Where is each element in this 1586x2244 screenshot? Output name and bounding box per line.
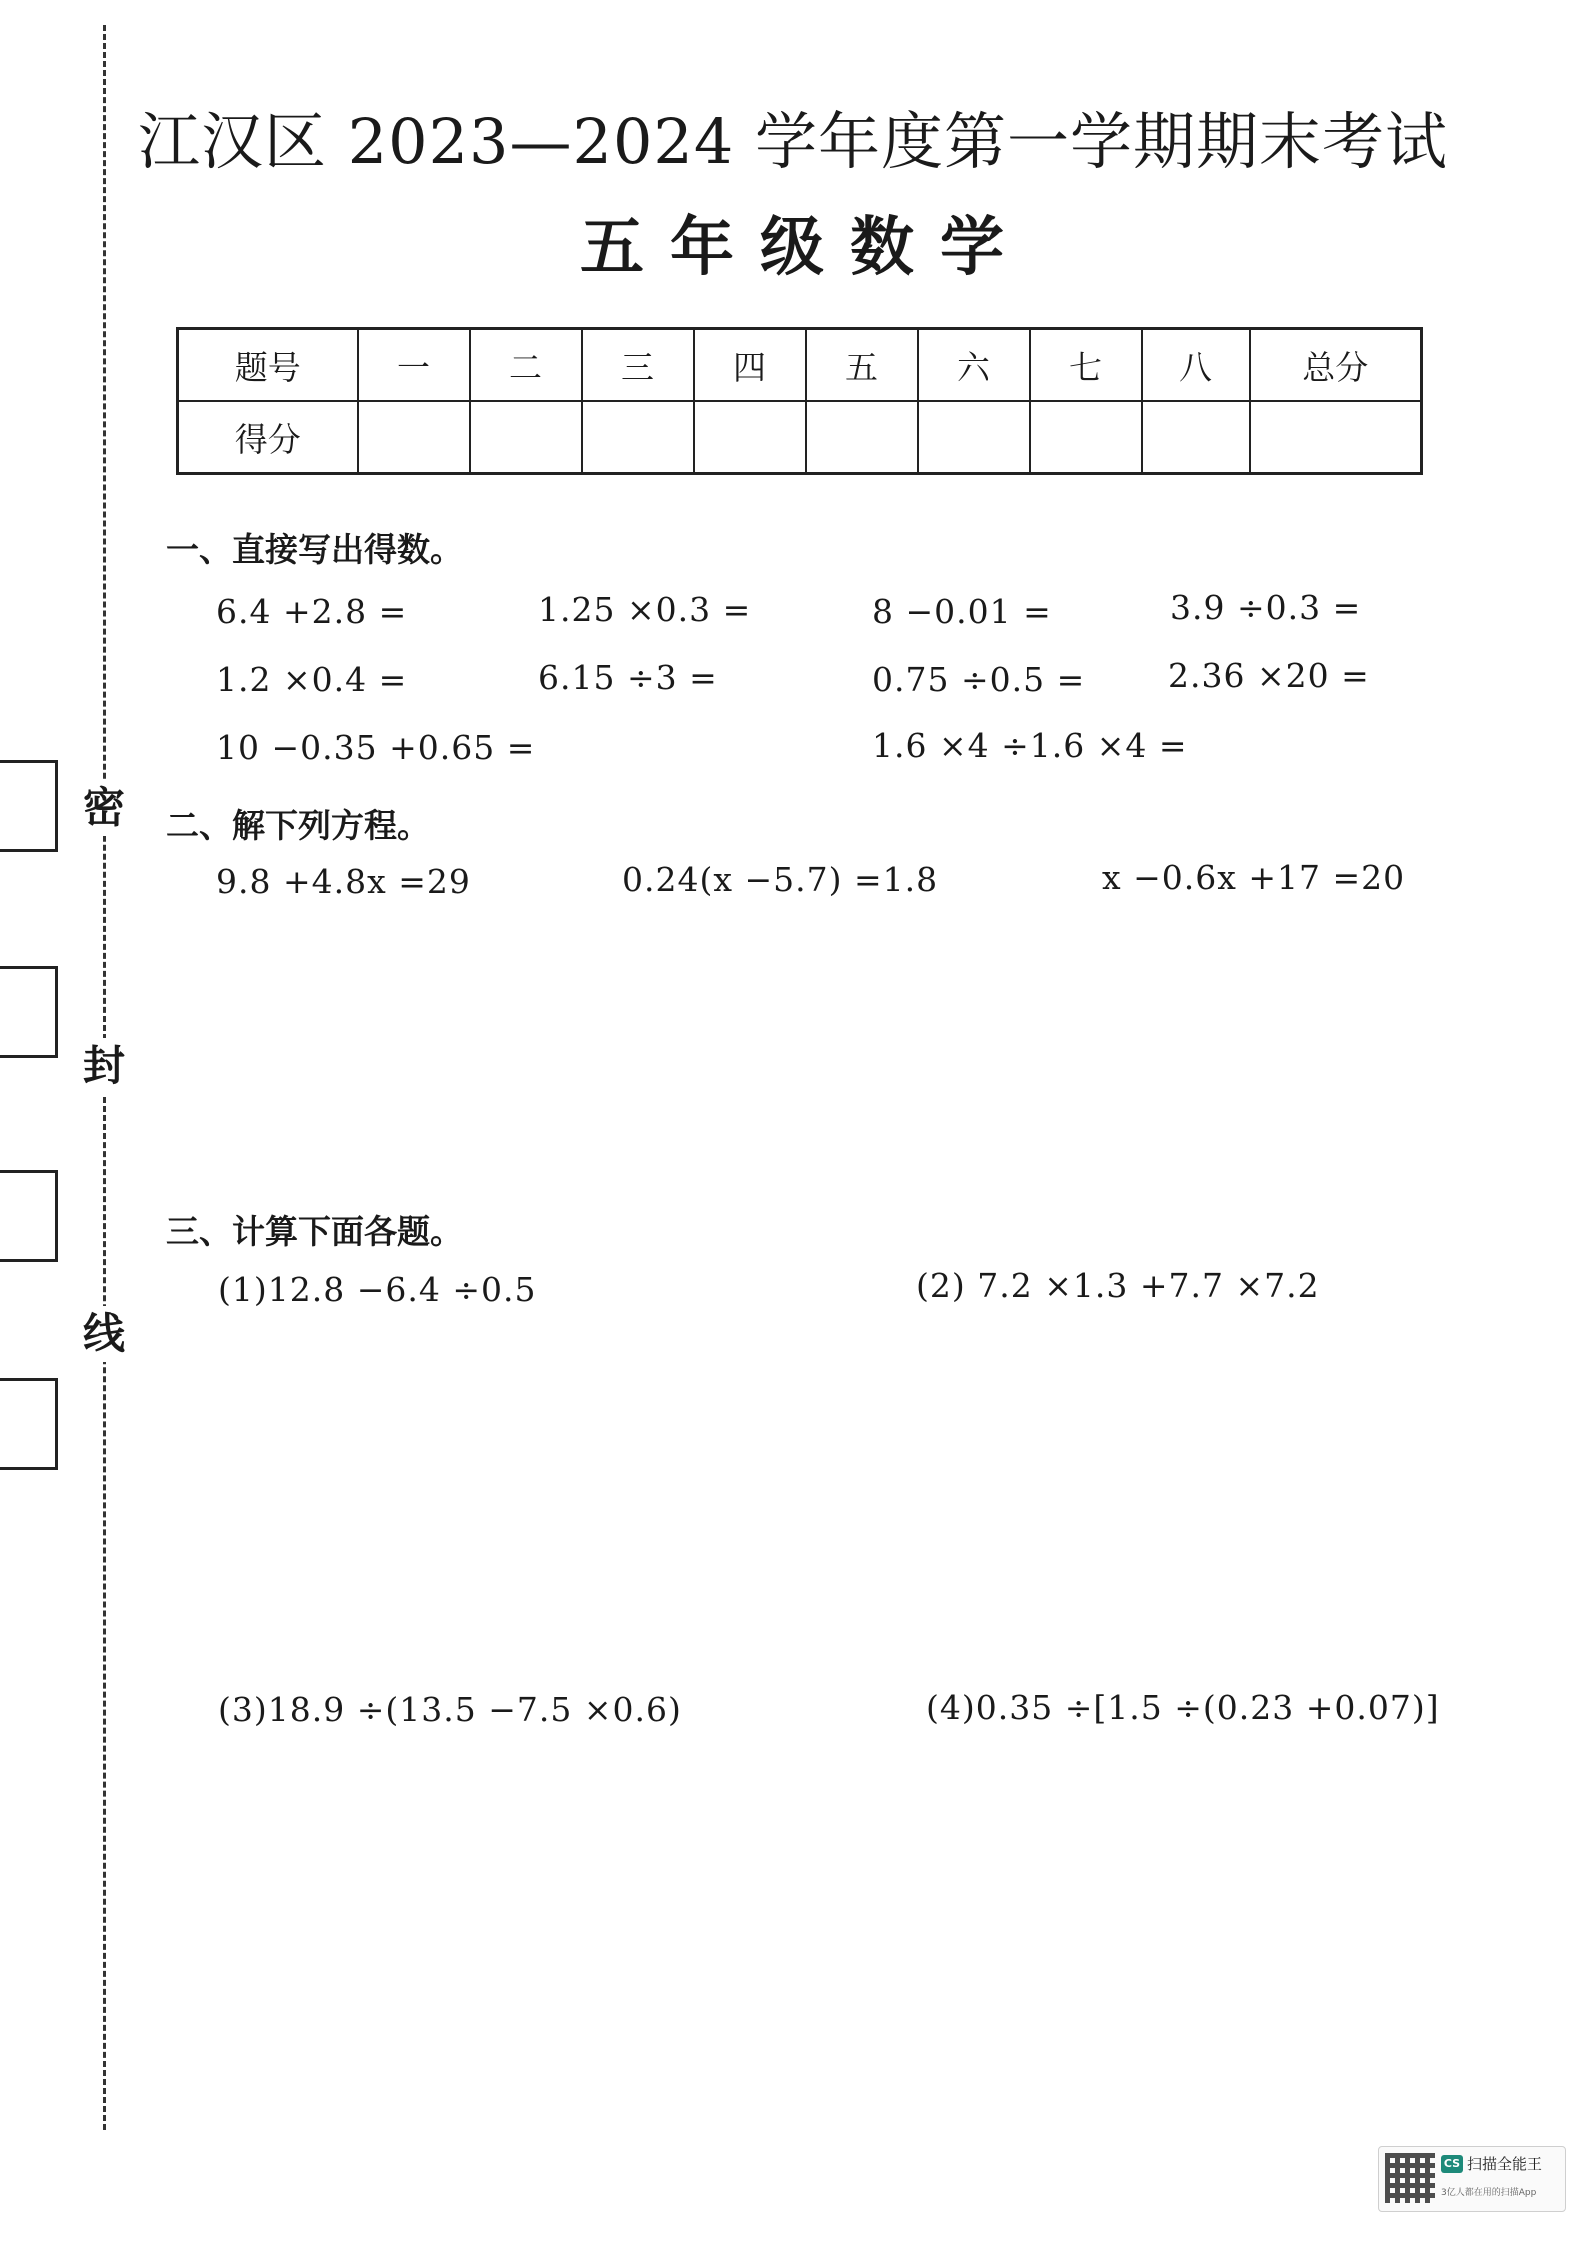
- score-cell[interactable]: [1030, 401, 1142, 474]
- exam-subtitle: 五年级数学: [580, 211, 1030, 285]
- score-table-header-row: [178, 329, 1422, 402]
- section-2-heading: 二、解下列方程。: [166, 806, 430, 845]
- score-cell[interactable]: [470, 401, 582, 474]
- score-table-col: 六: [918, 329, 1030, 402]
- calc-problem: (3)18.9 ÷(13.5 −7.5 ×0.6): [218, 1690, 682, 1729]
- calc-problem: (1)12.8 −6.4 ÷0.5: [218, 1270, 537, 1309]
- score-table-col-total: 总分: [1250, 329, 1422, 402]
- side-box-4: [0, 1378, 58, 1470]
- score-table-label-score: 得分: [178, 401, 358, 474]
- seal-char-mi: 密: [76, 780, 132, 836]
- score-table: [176, 327, 1423, 475]
- seal-char-feng: 封: [76, 1038, 132, 1094]
- score-cell[interactable]: [806, 401, 918, 474]
- score-table-col: 三: [582, 329, 694, 402]
- score-cell[interactable]: [358, 401, 470, 474]
- score-cell[interactable]: [1142, 401, 1250, 474]
- score-cell[interactable]: [582, 401, 694, 474]
- equation-problem: x −0.6x +17 =20: [1102, 858, 1406, 897]
- score-cell-total[interactable]: [1250, 401, 1422, 474]
- oral-problem: 0.75 ÷0.5 =: [872, 660, 1086, 699]
- equation-problem: 9.8 +4.8x =29: [216, 862, 471, 901]
- oral-problem: 10 −0.35 +0.65 =: [216, 728, 536, 767]
- oral-problem: 1.25 ×0.3 =: [538, 590, 752, 629]
- score-table-col: 四: [694, 329, 806, 402]
- qr-code-icon: [1385, 2153, 1435, 2203]
- score-table-col: 八: [1142, 329, 1250, 402]
- calc-problem: (2) 7.2 ×1.3 +7.7 ×7.2: [916, 1266, 1320, 1305]
- seal-char-xian: 线: [76, 1306, 132, 1362]
- score-table-score-row: [178, 401, 1422, 474]
- score-table-col: 五: [806, 329, 918, 402]
- scanner-tagline: 3亿人都在用的扫描App: [1441, 2188, 1537, 2198]
- oral-problem: 3.9 ÷0.3 =: [1170, 588, 1362, 627]
- scanner-watermark: [1378, 2146, 1566, 2212]
- oral-problem: 2.36 ×20 =: [1168, 656, 1370, 695]
- side-box-3: [0, 1170, 58, 1262]
- score-table-col: 二: [470, 329, 582, 402]
- calc-problem: (4)0.35 ÷[1.5 ÷(0.23 +0.07)]: [926, 1688, 1440, 1727]
- oral-problem: 8 −0.01 =: [872, 592, 1052, 631]
- score-cell[interactable]: [918, 401, 1030, 474]
- camscanner-logo: CS: [1441, 2155, 1463, 2173]
- side-box-1: [0, 760, 58, 852]
- score-table-label-question: 题号: [178, 329, 358, 402]
- equation-problem: 0.24(x −5.7) =1.8: [622, 860, 939, 899]
- exam-title: 江汉区 2023—2024 学年度第一学期期末考试: [138, 105, 1448, 178]
- section-1-heading: 一、直接写出得数。: [166, 530, 463, 569]
- score-table-col: 七: [1030, 329, 1142, 402]
- score-table-col: 一: [358, 329, 470, 402]
- side-box-2: [0, 966, 58, 1058]
- scanner-app-name: 扫描全能王: [1467, 2155, 1543, 2173]
- oral-problem: 1.6 ×4 ÷1.6 ×4 =: [872, 726, 1188, 765]
- oral-problem: 1.2 ×0.4 =: [216, 660, 408, 699]
- oral-problem: 6.15 ÷3 =: [538, 658, 718, 697]
- oral-problem: 6.4 +2.8 =: [216, 592, 408, 631]
- section-3-heading: 三、计算下面各题。: [166, 1212, 463, 1251]
- score-cell[interactable]: [694, 401, 806, 474]
